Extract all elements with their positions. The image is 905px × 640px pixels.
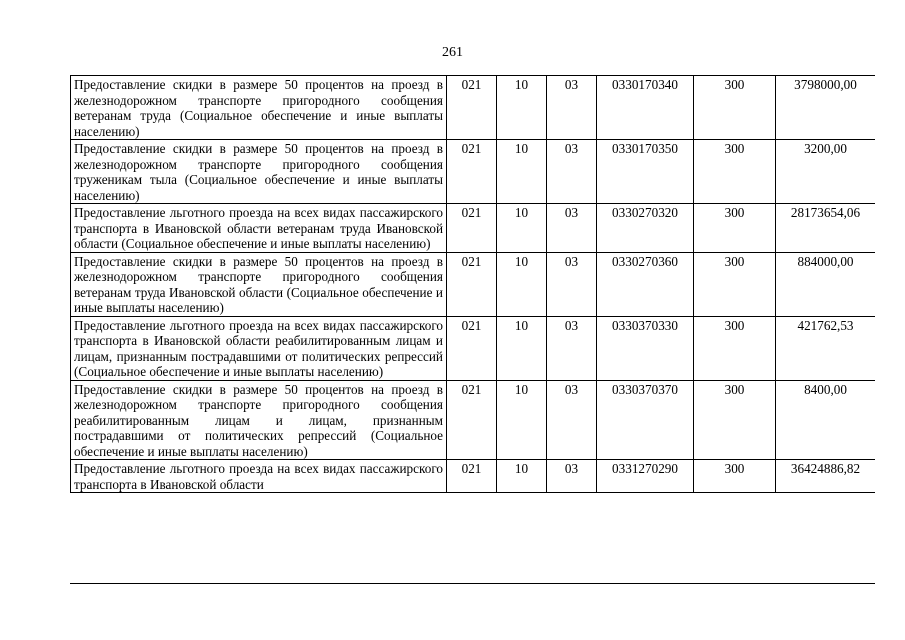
row-target-article: 0331270290	[597, 460, 694, 493]
row-amount: 421762,53	[776, 316, 876, 380]
row-description: Предоставление льготного проезда на всех видах пассажирского транспорта в Ивановской области ветеранам труда Ивановской области (Социальное обеспечение и иные выплаты населению)	[71, 204, 447, 253]
row-description: Предоставление скидки в размере 50 процентов на проезд в железнодорожном транспорте пригородного сообщения ветеранам труда Ивановской области (Социальное обеспечение и иные выплаты населению)	[71, 252, 447, 316]
row-subsection-code: 03	[547, 316, 597, 380]
table-row	[71, 204, 876, 253]
row-section-code: 10	[497, 380, 547, 460]
row-section-code: 10	[497, 76, 547, 140]
row-description: Предоставление скидки в размере 50 процентов на проезд в железнодорожном транспорте пригородного сообщения труженикам тыла (Социальное обеспечение и иные выплаты населению)	[71, 140, 447, 204]
table-row	[71, 380, 876, 460]
row-subsection-code: 03	[547, 204, 597, 253]
row-expense-type: 300	[694, 460, 776, 493]
row-amount: 3798000,00	[776, 76, 876, 140]
table-row	[71, 76, 876, 140]
row-amount: 3200,00	[776, 140, 876, 204]
row-amount: 884000,00	[776, 252, 876, 316]
row-description: Предоставление скидки в размере 50 процентов на проезд в железнодорожном транспорте пригородного сообщения ветеранам труда (Социальное обеспечение и иные выплаты населению)	[71, 76, 447, 140]
row-ministry-code: 021	[447, 204, 497, 253]
row-expense-type: 300	[694, 76, 776, 140]
table-row	[71, 460, 876, 493]
row-subsection-code: 03	[547, 76, 597, 140]
budget-table-container	[70, 75, 875, 584]
row-target-article: 0330170350	[597, 140, 694, 204]
row-ministry-code: 021	[447, 316, 497, 380]
row-description: Предоставление льготного проезда на всех видах пассажирского транспорта в Ивановской области реабилитированным лицам и лицам, признанным пострадавшими от политических репрессий (Социальное обеспечение и иные выплаты населению)	[71, 316, 447, 380]
row-section-code: 10	[497, 316, 547, 380]
row-subsection-code: 03	[547, 380, 597, 460]
row-amount: 36424886,82	[776, 460, 876, 493]
row-section-code: 10	[497, 204, 547, 253]
row-expense-type: 300	[694, 252, 776, 316]
row-amount: 8400,00	[776, 380, 876, 460]
row-target-article: 0330370370	[597, 380, 694, 460]
row-section-code: 10	[497, 460, 547, 493]
row-target-article: 0330170340	[597, 76, 694, 140]
row-target-article: 0330370330	[597, 316, 694, 380]
row-ministry-code: 021	[447, 76, 497, 140]
row-amount: 28173654,06	[776, 204, 876, 253]
row-ministry-code: 021	[447, 140, 497, 204]
row-expense-type: 300	[694, 140, 776, 204]
table-row	[71, 252, 876, 316]
row-section-code: 10	[497, 252, 547, 316]
row-expense-type: 300	[694, 316, 776, 380]
row-expense-type: 300	[694, 380, 776, 460]
row-expense-type: 300	[694, 204, 776, 253]
table-row	[71, 140, 876, 204]
row-ministry-code: 021	[447, 460, 497, 493]
row-section-code: 10	[497, 140, 547, 204]
row-subsection-code: 03	[547, 252, 597, 316]
row-description: Предоставление скидки в размере 50 процентов на проезд в железнодорожном транспорте пригородного сообщения реабилитированным лицам и лицам, признанным пострадавшими от политических репрессий (Социальное обеспечение и иные выплаты населению)	[71, 380, 447, 460]
budget-table-body	[71, 76, 876, 493]
row-subsection-code: 03	[547, 460, 597, 493]
row-target-article: 0330270360	[597, 252, 694, 316]
row-description: Предоставление льготного проезда на всех видах пассажирского транспорта в Ивановской области	[71, 460, 447, 493]
row-subsection-code: 03	[547, 140, 597, 204]
budget-table	[70, 75, 875, 493]
page-number: 261	[442, 45, 463, 60]
row-ministry-code: 021	[447, 252, 497, 316]
table-row	[71, 316, 876, 380]
row-target-article: 0330270320	[597, 204, 694, 253]
row-ministry-code: 021	[447, 380, 497, 460]
